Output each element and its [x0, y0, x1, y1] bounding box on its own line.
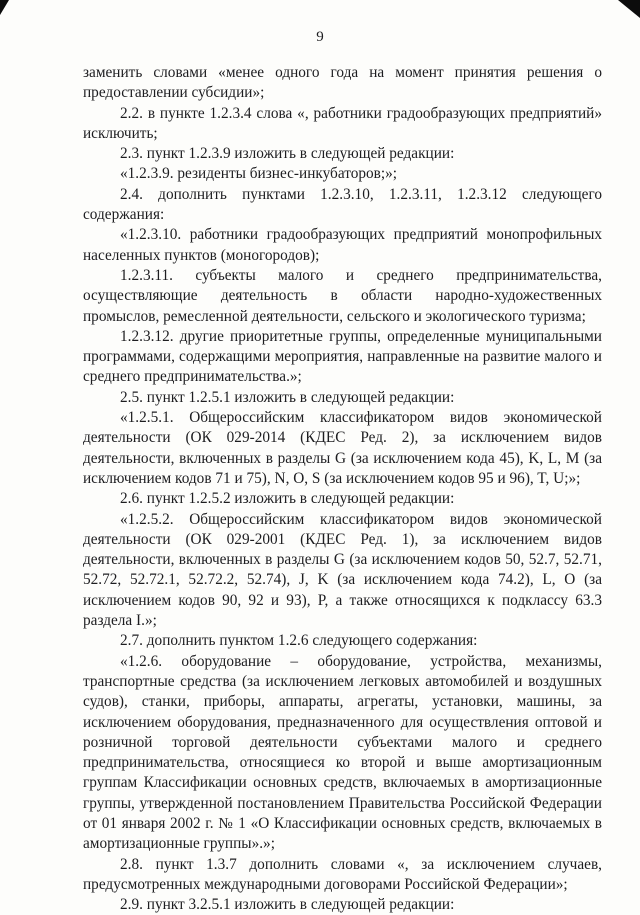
scan-artifact-top-left	[0, 0, 9, 15]
page-number: 9	[316, 29, 324, 45]
paragraph: 2.6. пункт 1.2.5.2 изложить в следующей редакции:	[120, 490, 455, 508]
document-body	[83, 63, 602, 915]
paragraph: 2.7. дополнить пунктом 1.2.6 следующего содержания:	[120, 632, 478, 650]
paragraph: «1.2.3.10. работники градообразующих предприятий монопрофильных населенных пунктов (моногородов);	[83, 226, 602, 264]
paragraph: 2.3. пункт 1.2.3.9 изложить в следующей редакции:	[120, 145, 455, 163]
paragraph: 1.2.3.11. субъекты малого и среднего предпринимательства, осуществляющие деятельность в области народно-художественных промыслов, ремесленной деятельности, сельского и экологического туризма;	[83, 266, 602, 325]
paragraph: заменить словами «менее одного года на момент принятия решения о предоставлении субсидии»;	[83, 64, 602, 102]
paragraph: 2.2. в пункте 1.2.3.4 слова «, работники градообразующих предприятий» исключить;	[83, 104, 602, 142]
paragraph: 2.5. пункт 1.2.5.1 изложить в следующей редакции:	[120, 388, 455, 406]
paragraph: «1.2.6. оборудование – оборудование, устройства, механизмы, транспортные средства (за исключением легковых автомобилей и воздушных судов), станки, приборы, аппараты, агрегаты, установки, машины, за исключением оборудования, предназначенного для осуществления оптовой и розничной торговой деятельности субъектами малого и среднего предпринимательства, относящиеся ко второй и выше амортизационным группам Классификации основных средств, включаемых в амортизационные группы, утвержденной постановлением Правительства Российской Федерации от 01 января 2002 г. № 1 «О Классификации основных средств, включаемых в амортизационные группы».»;	[83, 652, 602, 853]
scan-artifact-top-right	[618, 0, 640, 18]
paragraph: «1.2.5.2. Общероссийским классификатором видов экономической деятельности (ОК 029-2001 (КДЕС Ред. 1), за исключением видов деятельности, включенных в разделы G (за исключением кодов 50, 52.7, 52.71, 52.72, 52.72.1, 52.72.2, 52.74), J, K (за исключением кода 74.2), L, O (за исключением кодов 90, 92 и 93), P, а также относящихся к подклассу 63.3 раздела I.»;	[83, 510, 602, 630]
paragraph: «1.2.3.9. резиденты бизнес-инкубаторов;»;	[120, 165, 398, 183]
paragraph: 1.2.3.12. другие приоритетные группы, определенные муниципальными программами, содержащими мероприятия, направленные на развитие малого и среднего предпринимательства.»;	[83, 327, 602, 386]
paragraph: «1.2.5.1. Общероссийским классификатором видов экономической деятельности (ОК 029-2014 (КДЕС Ред. 2), за исключением видов деятельности, включенных в разделы G (за исключением кода 45), K, L, M (за исключением кодов 71 и 75), N, O, S (за исключением кодов 95 и 96), T, U;»;	[83, 409, 602, 487]
paragraph: 2.4. дополнить пунктами 1.2.3.10, 1.2.3.11, 1.2.3.12 следующего содержания:	[83, 185, 602, 224]
paragraph: 2.8. пункт 1.3.7 дополнить словами «, за исключением случаев, предусмотренных международными договорами Российской Федерации»;	[83, 855, 602, 893]
paragraph: 2.9. пункт 3.2.5.1 изложить в следующей редакции:	[120, 896, 455, 914]
